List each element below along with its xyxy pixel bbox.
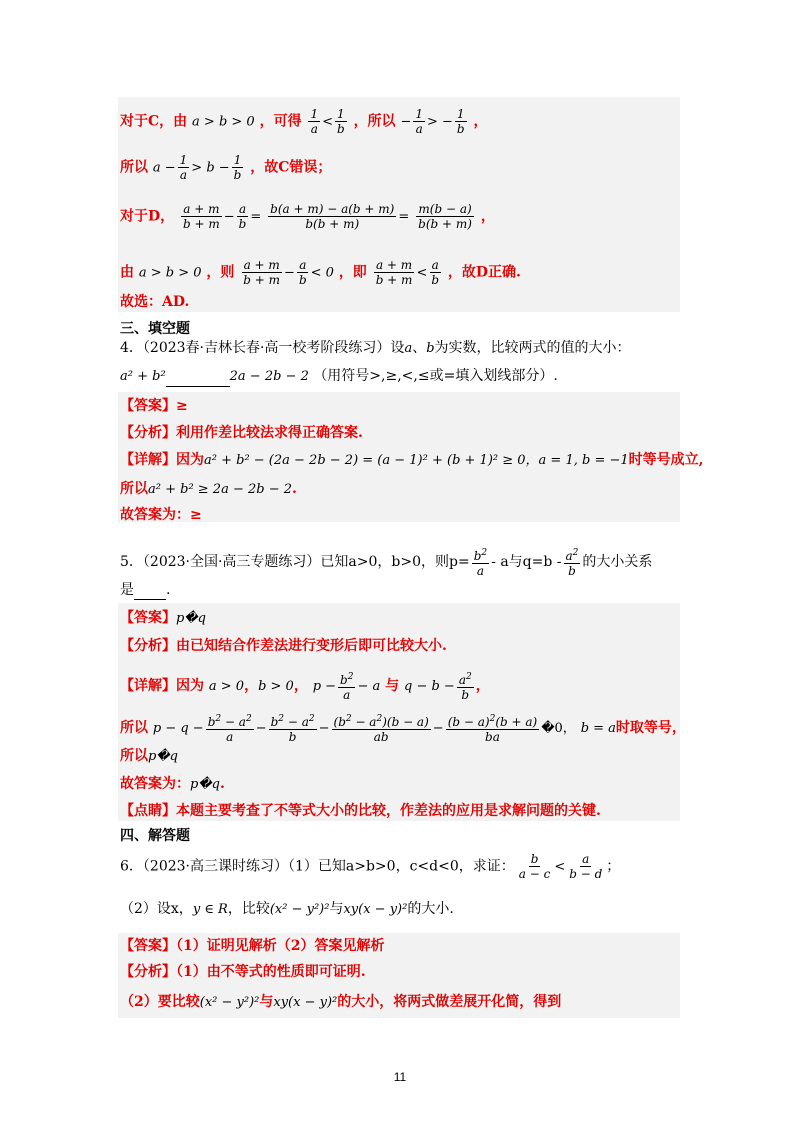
- q6-analysis: 【分析】（1）由不等式的性质即可证明.: [120, 964, 366, 980]
- q4-so: 所以a² + b² ≥ 2a − 2b − 2.: [120, 481, 297, 497]
- q5-detail: 【详解】因为 a > 0，b > 0， p − $\frac{b^2}{a}$ − a 与 q − b − $\frac{a^2}{b}$ ，: [120, 672, 490, 702]
- q5-comment: 【点睛】本题主要考查了不等式大小的比较，作差法的应用是求解问题的关键.: [120, 803, 601, 819]
- q4-stem: 4．（2023春·吉林长春·高一校考阶段练习）设a、b为实数，比较两式的值的大小：: [120, 340, 631, 356]
- q5-analysis: 【分析】由已知结合作差法进行变形后即可比较大小.: [120, 638, 447, 654]
- q5-so-2: 所以p�q: [120, 748, 178, 764]
- option-c-line: 对于C，由 a > b > 0 ，可得 $\frac{1}{a}$ < $\frac{1}{b}$ ，所以 − $\frac{1}{a}$ > − $\frac{1}{b}$ ，: [120, 107, 488, 136]
- option-d-line: 对于D， $\frac{a + m}{b + m}$ − $\frac{a}{b}$ = $\frac{b(a + m) - a(b + m)}{b(b + m)}$ = $\frac{m(b - a)}{b(b + m)}$ ，: [120, 202, 495, 231]
- q4-detail: 【详解】因为a² + b² − (2a − 2b − 2) = (a − 1)² + (b + 1)² ≥ 0，a = 1, b = −1时等号成立,: [120, 452, 704, 468]
- q5-blank[interactable]: [134, 585, 166, 600]
- section-4-heading: 四、解答题: [120, 828, 190, 844]
- q6-answer: 【答案】（1）证明见解析（2）答案见解析: [120, 938, 385, 954]
- q5-stem: 5．（2023·全国·高三专题练习）已知a>0，b>0，则p= $\frac{b^2}{a}$ - a与q=b - $\frac{a^2}{b}$ 的大小关系: [120, 548, 653, 578]
- q6-stem: 6．（2023·高三课时练习）（1）已知a>b>0，c<d<0，求证： $\frac{b}{a - c}$ < $\frac{a}{b - d}$ ；: [120, 852, 621, 881]
- q5-answer: 【答案】p�q: [120, 610, 206, 626]
- choice-line: 故选：AD.: [120, 294, 190, 310]
- q5-so: 所以 p − q − $\frac{b^2 - a^2}{a}$ − $\frac{b^2 - a^2}{b}$ − $\frac{(b^2 - a^2)(b - a)}{ab}$ − $\frac{(b - a)^2(b + a)}{ba}$ �0， b = a时取等号，: [120, 714, 686, 744]
- q5-stem-2: 是 .: [120, 582, 171, 598]
- q4-final: 故答案为：≥: [120, 507, 202, 523]
- q5-final: 故答案为：p�q.: [120, 776, 225, 792]
- q6-part2: （2）设x，y ∈ R，比较(x² − y²)²与xy(x − y)²的大小.: [120, 901, 454, 917]
- q4-expression: a² + b² 2a − 2b − 2 （用符号>,≥,<,≤或=填入划线部分）.: [120, 366, 558, 387]
- q4-analysis: 【分析】利用作差比较法求得正确答案.: [120, 425, 363, 441]
- option-d-conclusion: 由 a > b > 0 ，则 $\frac{a + m}{b + m}$ − $\frac{a}{b}$ < 0 ，即 $\frac{a + m}{b + m}$ < $\frac{a}{b}$ ，故D正确.: [120, 258, 521, 287]
- q4-answer: 【答案】≥: [120, 398, 188, 414]
- q4-blank[interactable]: [166, 372, 230, 387]
- option-c-conclusion: 所以 a − $\frac{1}{a}$ > b − $\frac{1}{b}$ ，故C错误；: [120, 153, 332, 182]
- page-number: 11: [393, 1070, 407, 1084]
- section-3-heading: 三、填空题: [120, 321, 190, 337]
- q6-analysis-2: （2）要比较(x² − y²)²与xy(x − y)²的大小，将两式做差展开化简，得到: [120, 994, 562, 1010]
